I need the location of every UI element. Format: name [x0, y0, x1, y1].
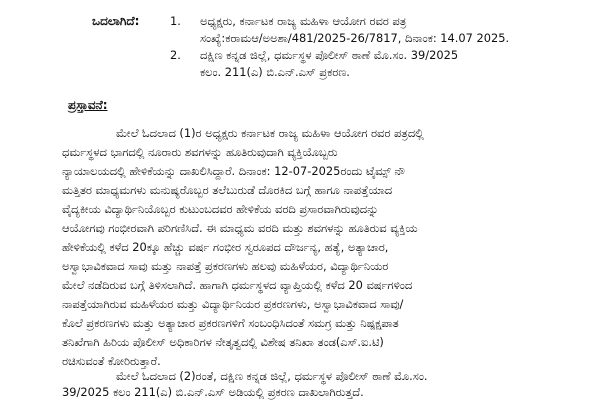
paragraph-1-line: ನಾಪತ್ತೆಯಾಗಿರುವ ಮಹಿಳೆಯರ ಮತ್ತು ವಿದ್ಯಾರ್ಥಿನಿಯರ ಪ್ರಕರಣಗಳು, ಅಸ್ವಾಭಾವಿಕವಾದ ಸಾವು/	[62, 297, 404, 311]
paragraph-1-line: ವೈದ್ಯಕೀಯ ವಿದ್ಯಾರ್ಥಿನಿಯೊಬ್ಬರ ಕುಟುಂಬದವರ ಹೇಳಿಕೆಯ ವರದಿ ಪ್ರಸಾರವಾಗಿರುವುದನ್ನು	[62, 202, 379, 216]
paragraph-1-line: ರಚಿಸುವಂತೆ ಕೋರಿರುತ್ತಾರೆ.	[62, 354, 161, 368]
paragraph-1-line: ತನಿಖೆಗಾಗಿ ಹಿರಿಯ ಪೊಲೀಸ್ ಅಧಿಕಾರಿಗಳ ನೇತೃತ್ವದಲ್ಲಿ ವಿಶೇಷ ತನಿಖಾ ತಂಡ(ಎಸ್.ಐ.ಟಿ)	[62, 335, 384, 349]
reference-1-number: 1.	[170, 14, 181, 28]
reference-1-line-2: ಸಂಖ್ಯೆ:ಕರಾಮಆ/ಅಅಶಾ/481/2025-26/7817, ದಿನಾಂಕ: 14.07 2025.	[200, 31, 510, 45]
reference-2-line-1: ದಕ್ಷಿಣ ಕನ್ನಡ ಜಿಲ್ಲೆ, ಧರ್ಮಸ್ಥಳ ಪೊಲೀಸ್ ಠಾಣೆ ಮೊ.ಸಂ. 39/2025	[200, 48, 459, 62]
preamble-heading: ಪ್ರಸ್ತಾವನೆ:	[68, 98, 108, 112]
paragraph-1-line: ನ್ಯಾಯಾಲಯದಲ್ಲಿ ಹೇಳಿಕೆಯನ್ನು ದಾಖಲಿಸಿದ್ದಾರೆ. ದಿನಾಂಕ: 12-07-2025ರಂದು ಟೈಮ್ಸ್ ನೌ	[62, 164, 405, 178]
reference-2-number: 2.	[170, 48, 181, 62]
paragraph-1-line: ಮತ್ತಿತರ ಮಾಧ್ಯಮಗಳು ಮನುಷ್ಯರೊಬ್ಬರ ತಲೆಬುರುಡೆ ದೊರಕಿದ ಬಗ್ಗೆ ಹಾಗೂ ನಾಪತ್ತೆಯಾದ	[62, 183, 393, 197]
reference-1-line-1: ಅಧ್ಯಕ್ಷರು, ಕರ್ನಾಟಕ ರಾಜ್ಯ ಮಹಿಳಾ ಆಯೋಗ ರವರ ಪತ್ರ	[200, 14, 407, 28]
paragraph-1-line: ಮೇಲೆ ಓದಲಾದ (1)ರ ಅಧ್ಯಕ್ಷರು ಕರ್ನಾಟಕ ರಾಜ್ಯ ಮಹಿಳಾ ಆಯೋಗ ರವರ ಪತ್ರದಲ್ಲಿ	[116, 126, 424, 140]
paragraph-1-line: ಮೇಲೆ ನಡೆದಿರುವ ಬಗ್ಗೆ ತಿಳಿಸಲಾಗಿದೆ. ಹಾಗಾಗಿ ಧರ್ಮಸ್ಥಳದ ವ್ಯಾಪ್ತಿಯಲ್ಲಿ ಕಳೆದ 20 ವರ್ಷಗಳಿಂದ	[62, 278, 413, 292]
paragraph-1-line: ಅಸ್ವಾಭಾವಿಕವಾದ ಸಾವು ಮತ್ತು ನಾಪತ್ತೆ ಪ್ರಕರಣಗಳು ಹಲವು ಮಹಿಳೆಯರ, ವಿದ್ಯಾರ್ಥಿನಿಯರ	[62, 259, 389, 273]
paragraph-1-line: ಧರ್ಮಸ್ಥಳದ ಭಾಗದಲ್ಲಿ ನೂರಾರು ಶವಗಳನ್ನು ಹೂತಿರುವುದಾಗಿ ವ್ಯಕ್ತಿಯೊಬ್ಬರು	[62, 145, 338, 159]
reference-2-line-2: ಕಲಂ. 211(ಎ) ಬಿ.ಎನ್.ಎಸ್ ಪ್ರಕರಣ.	[200, 65, 350, 79]
references-label: ಒದಲಾಗಿದೆ:	[92, 14, 140, 28]
paragraph-1-line: ಆಯೋಗವು ಗಂಭೀರವಾಗಿ ಪರಿಗಣಿಸಿದೆ. ಈ ಮಾಧ್ಯಮ ವರದಿ ಮತ್ತು ಶವಗಳನ್ನು ಹೂತಿರುವ ವ್ಯಕ್ತಿಯ	[62, 221, 418, 235]
paragraph-1-line: ಹೇಳಿಕೆಯಲ್ಲಿ ಕಳೆದ 20ಕ್ಕೂ ಹೆಚ್ಚು ವರ್ಷ ಗಂಭೀರ ಸ್ವರೂಪದ ದೌರ್ಜನ್ಯ, ಹತ್ಯೆ, ಅತ್ಯಾಚಾರ,	[62, 240, 389, 254]
paragraph-1-line: ಕೊಲೆ ಪ್ರಕರಣಗಳು ಮತ್ತು ಅತ್ಯಾಚಾರ ಪ್ರಕರಣಗಳಿಗೆ ಸಂಬಂಧಿಸಿದಂತೆ ಸಮಗ್ರ ಮತ್ತು ನಿಷ್ಪಕ್ಷಪಾತ	[62, 316, 399, 330]
paragraph-2-line: 39/2025 ಕಲಂ 211(ಎ) ಬಿ.ಎನ್.ಎಸ್ ಅಡಿಯಲ್ಲಿ ಪ್ರಕರಣ ದಾಖಲಾಗಿರುತ್ತದೆ.	[62, 385, 364, 399]
paragraph-2-line: ಮೇಲೆ ಓದಲಾದ (2)ರಂತೆ, ದಕ್ಷಿಣ ಕನ್ನಡ ಜಿಲ್ಲೆ, ಧರ್ಮಸ್ಥಳ ಪೊಲೀಸ್ ಠಾಣೆ ಮೊ.ಸಂ.	[116, 369, 428, 383]
